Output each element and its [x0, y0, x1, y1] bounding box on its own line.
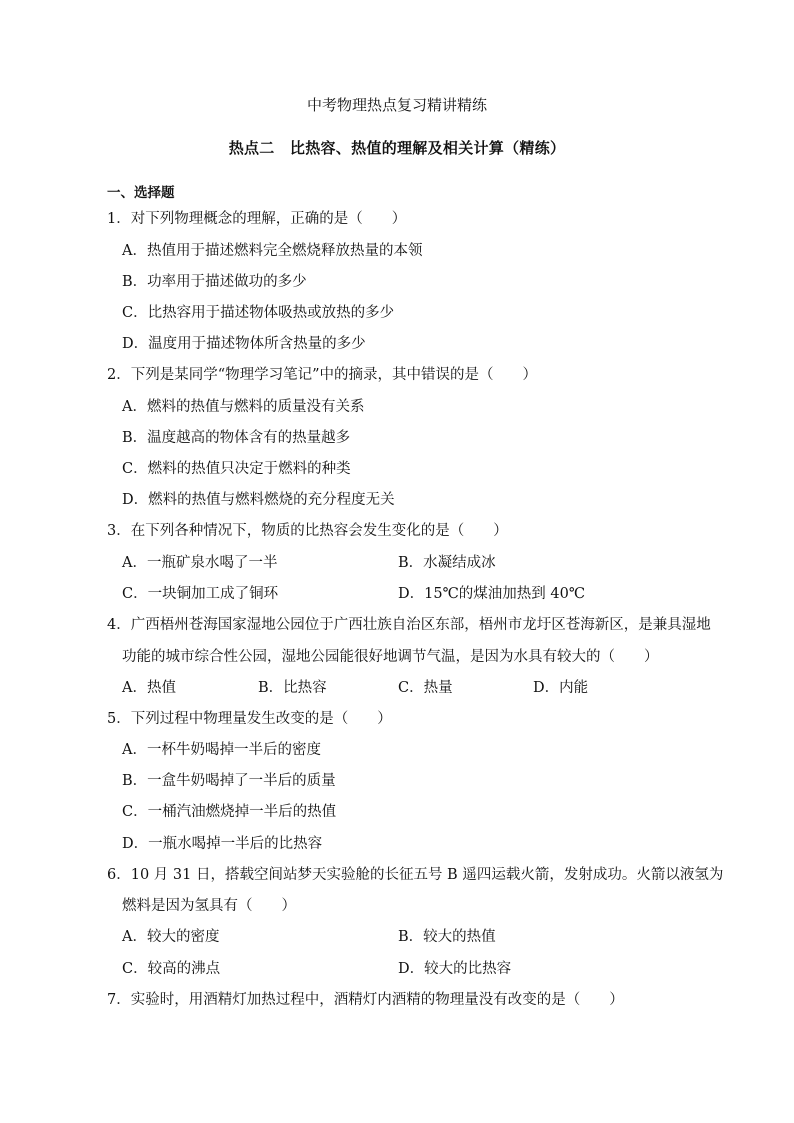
- question-5-option-b: B．一盒牛奶喝掉了一半后的质量: [122, 773, 336, 789]
- section-heading: 一、选择题: [107, 185, 175, 201]
- question-2-option-a: A．燃料的热值与燃料的质量没有关系: [122, 399, 365, 415]
- question-7-stem: 7．实验时，用酒精灯加热过程中，酒精灯内酒精的物理量没有改变的是（ ）: [107, 992, 624, 1008]
- question-4-option-a: A．热值: [122, 680, 176, 696]
- question-1-option-c: C．比热容用于描述物体吸热或放热的多少: [122, 305, 395, 321]
- question-2-option-d: D．燃料的热值与燃料燃烧的充分程度无关: [122, 492, 395, 508]
- question-1-option-b: B．功率用于描述做功的多少: [122, 274, 307, 290]
- question-5-option-a: A．一杯牛奶喝掉一半后的密度: [122, 742, 321, 758]
- question-3-option-c: C．一块铜加工成了铜环: [122, 586, 279, 602]
- question-2-stem: 2．下列是某同学“物理学习笔记”中的摘录，其中错误的是（ ）: [107, 367, 538, 383]
- question-6-option-a: A．较大的密度: [122, 929, 220, 945]
- question-6-option-c: C．较高的沸点: [122, 961, 221, 977]
- question-3-stem: 3．在下列各种情况下，物质的比热容会发生变化的是（ ）: [107, 523, 508, 539]
- question-6-stem: 6．10 月 31 日，搭载空间站梦天实验舱的长征五号 B 遥四运载火箭，发射成功。火箭以液氢为: [107, 867, 724, 883]
- question-6-option-b: B．较大的热值: [398, 929, 496, 945]
- question-5-stem: 5．下列过程中物理量发生改变的是（ ）: [107, 711, 392, 727]
- question-2-option-b: B．温度越高的物体含有的热量越多: [122, 430, 351, 446]
- question-1-option-a: A．热值用于描述燃料完全燃烧释放热量的本领: [122, 243, 423, 259]
- question-1-option-d: D．温度用于描述物体所含热量的多少: [122, 336, 366, 352]
- question-3-option-d: D．15℃的煤油加热到 40℃: [398, 586, 586, 602]
- question-4-stem: 4．广西梧州苍海国家湿地公园位于广西壮族自治区东部，梧州市龙圩区苍海新区，是兼具湿地: [107, 617, 711, 633]
- question-6-option-d: D．较大的比热容: [398, 961, 512, 977]
- document-title: 中考物理热点复习精讲精练: [306, 96, 487, 114]
- question-3-option-b: B．水凝结成冰: [398, 555, 496, 571]
- question-4-option-c: C．热量: [398, 680, 453, 696]
- question-2-option-c: C．燃料的热值只决定于燃料的种类: [122, 461, 351, 477]
- question-5-option-c: C．一桶汽油燃烧掉一半后的热值: [122, 804, 337, 820]
- question-4-option-b: B．比热容: [258, 680, 327, 696]
- question-4-option-d: D．内能: [533, 680, 589, 696]
- question-6-stem-line2: 燃料是因为氢具有（ ）: [122, 898, 296, 914]
- question-1-stem: 1．对下列物理概念的理解，正确的是（ ）: [107, 211, 407, 227]
- question-4-stem-line2: 功能的城市综合性公园，湿地公园能很好地调节气温，是因为水具有较大的（ ）: [122, 649, 659, 665]
- question-3-option-a: A．一瓶矿泉水喝了一半: [122, 555, 278, 571]
- question-5-option-d: D．一瓶水喝掉一半后的比热容: [122, 836, 323, 852]
- document-subtitle: 热点二 比热容、热值的理解及相关计算（精练）: [228, 139, 566, 157]
